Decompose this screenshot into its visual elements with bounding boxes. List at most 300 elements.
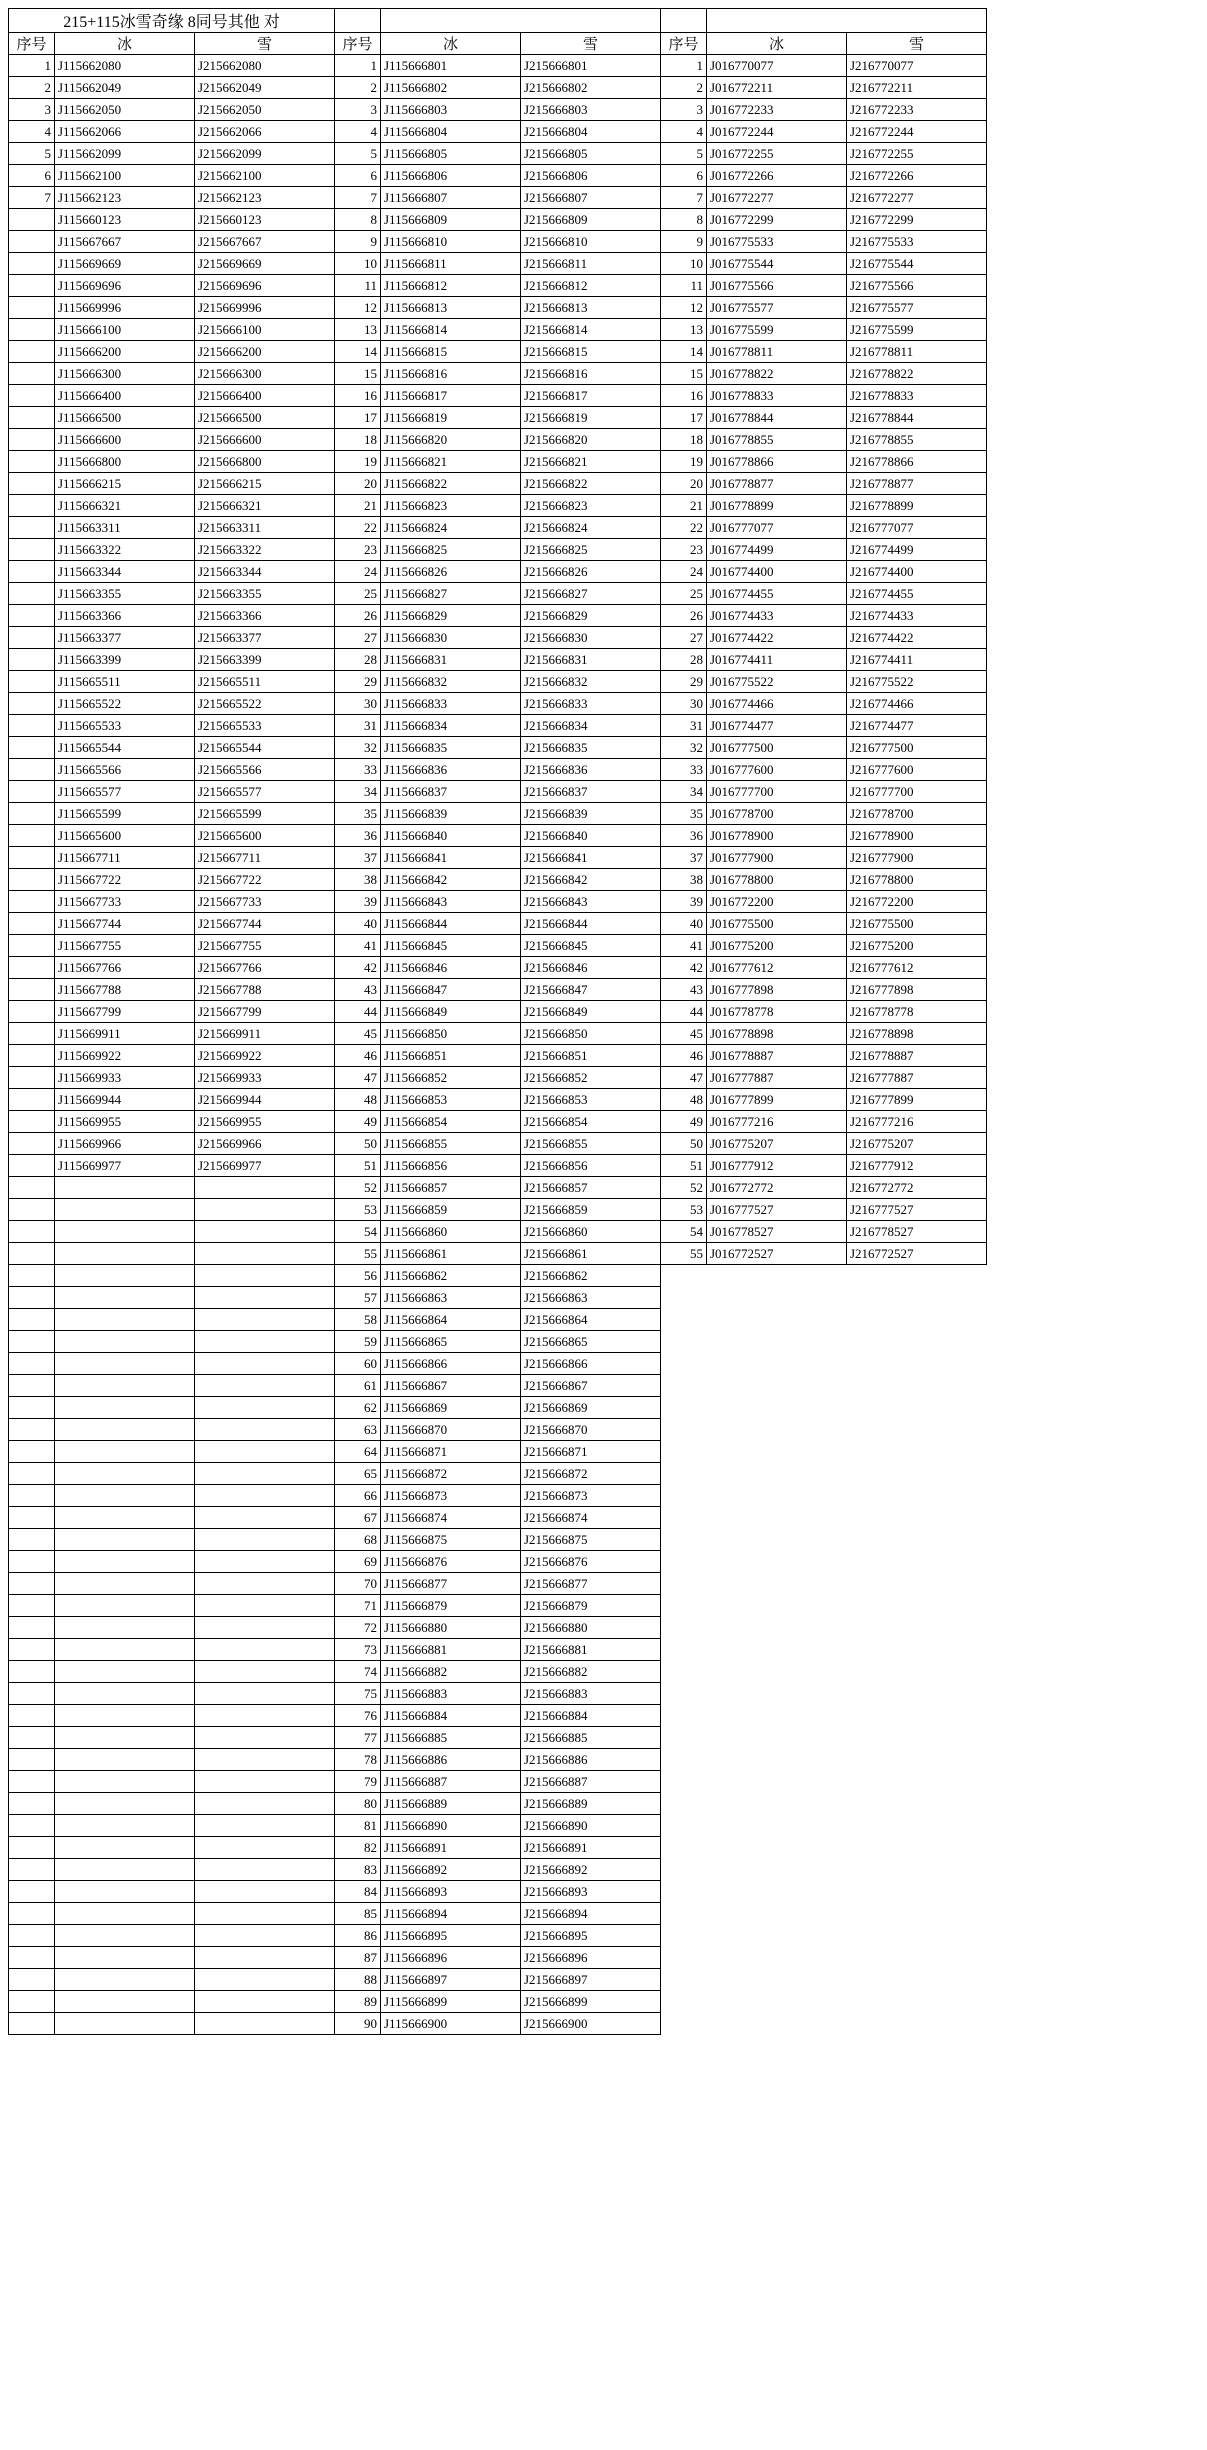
cell-snow[interactable]: J215665600 (195, 825, 335, 847)
cell-ice[interactable]: J115666894 (381, 1903, 521, 1925)
cell-snow[interactable]: J215666802 (521, 77, 661, 99)
cell-snow[interactable]: J215666813 (521, 297, 661, 319)
cell-snow[interactable] (195, 1881, 335, 1903)
cell-seq[interactable]: 35 (661, 803, 707, 825)
cell-seq[interactable]: 69 (335, 1551, 381, 1573)
cell-ice[interactable]: J115666899 (381, 1991, 521, 2013)
cell-snow[interactable] (195, 2013, 335, 2035)
cell-snow[interactable]: J215663344 (195, 561, 335, 583)
cell-seq[interactable]: 4 (661, 121, 707, 143)
cell-seq[interactable]: 34 (335, 781, 381, 803)
cell-seq[interactable] (9, 1683, 55, 1705)
cell-snow[interactable]: J216774433 (847, 605, 987, 627)
cell-snow[interactable] (195, 1837, 335, 1859)
cell-snow[interactable] (195, 1287, 335, 1309)
cell-seq[interactable] (9, 1815, 55, 1837)
cell-ice[interactable] (55, 1441, 195, 1463)
cell-snow[interactable]: J215669669 (195, 253, 335, 275)
cell-seq[interactable]: 1 (661, 55, 707, 77)
cell-ice[interactable]: J016774422 (707, 627, 847, 649)
cell-snow[interactable] (195, 1243, 335, 1265)
cell-ice[interactable]: J115666869 (381, 1397, 521, 1419)
cell-snow[interactable]: J216772277 (847, 187, 987, 209)
cell-ice[interactable]: J115665600 (55, 825, 195, 847)
cell-ice[interactable]: J115666849 (381, 1001, 521, 1023)
cell-snow[interactable]: J215665566 (195, 759, 335, 781)
cell-snow[interactable]: J215666850 (521, 1023, 661, 1045)
cell-ice[interactable]: J016775533 (707, 231, 847, 253)
cell-ice[interactable]: J115667755 (55, 935, 195, 957)
cell-seq[interactable] (9, 1617, 55, 1639)
cell-snow[interactable]: J216772244 (847, 121, 987, 143)
cell-seq[interactable] (9, 1969, 55, 1991)
cell-snow[interactable]: J216774422 (847, 627, 987, 649)
cell-seq[interactable]: 42 (335, 957, 381, 979)
cell-ice[interactable]: J115666834 (381, 715, 521, 737)
cell-snow[interactable]: J215669922 (195, 1045, 335, 1067)
cell-seq[interactable] (9, 407, 55, 429)
cell-ice[interactable]: J115665544 (55, 737, 195, 759)
cell-ice[interactable]: J016775500 (707, 913, 847, 935)
cell-ice[interactable]: J016777900 (707, 847, 847, 869)
cell-ice[interactable]: J115666875 (381, 1529, 521, 1551)
cell-seq[interactable]: 3 (9, 99, 55, 121)
cell-ice[interactable]: J115666854 (381, 1111, 521, 1133)
cell-seq[interactable]: 85 (335, 1903, 381, 1925)
cell-seq[interactable]: 75 (335, 1683, 381, 1705)
cell-snow[interactable]: J215666854 (521, 1111, 661, 1133)
cell-ice[interactable]: J115666801 (381, 55, 521, 77)
cell-ice[interactable]: J016775200 (707, 935, 847, 957)
cell-snow[interactable] (195, 1507, 335, 1529)
cell-seq[interactable] (9, 209, 55, 231)
cell-snow[interactable]: J215667744 (195, 913, 335, 935)
cell-ice[interactable]: J115666867 (381, 1375, 521, 1397)
cell-ice[interactable]: J115666859 (381, 1199, 521, 1221)
cell-snow[interactable]: J215666829 (521, 605, 661, 627)
cell-seq[interactable] (9, 1881, 55, 1903)
cell-seq[interactable] (9, 1111, 55, 1133)
cell-seq[interactable] (9, 231, 55, 253)
cell-seq[interactable]: 4 (335, 121, 381, 143)
cell-seq[interactable]: 5 (661, 143, 707, 165)
cell-snow[interactable]: J215662080 (195, 55, 335, 77)
cell-seq[interactable]: 31 (335, 715, 381, 737)
cell-ice[interactable]: J016778855 (707, 429, 847, 451)
cell-ice[interactable]: J115666814 (381, 319, 521, 341)
cell-seq[interactable]: 50 (661, 1133, 707, 1155)
cell-ice[interactable] (55, 1837, 195, 1859)
cell-snow[interactable]: J216778822 (847, 363, 987, 385)
cell-seq[interactable]: 29 (661, 671, 707, 693)
cell-snow[interactable]: J215662050 (195, 99, 335, 121)
cell-ice[interactable]: J115666804 (381, 121, 521, 143)
cell-seq[interactable] (9, 319, 55, 341)
cell-snow[interactable] (195, 1177, 335, 1199)
cell-seq[interactable] (9, 495, 55, 517)
cell-seq[interactable]: 18 (661, 429, 707, 451)
cell-ice[interactable]: J115663355 (55, 583, 195, 605)
cell-snow[interactable]: J215669977 (195, 1155, 335, 1177)
cell-snow[interactable]: J216777216 (847, 1111, 987, 1133)
cell-ice[interactable]: J016778822 (707, 363, 847, 385)
cell-seq[interactable] (9, 671, 55, 693)
cell-snow[interactable]: J215666855 (521, 1133, 661, 1155)
cell-ice[interactable]: J115666877 (381, 1573, 521, 1595)
cell-snow[interactable]: J215663366 (195, 605, 335, 627)
cell-seq[interactable]: 12 (661, 297, 707, 319)
cell-seq[interactable]: 22 (661, 517, 707, 539)
cell-seq[interactable]: 14 (661, 341, 707, 363)
cell-snow[interactable]: J215669955 (195, 1111, 335, 1133)
cell-ice[interactable]: J115666803 (381, 99, 521, 121)
cell-snow[interactable]: J216777887 (847, 1067, 987, 1089)
cell-snow[interactable]: J215666864 (521, 1309, 661, 1331)
cell-snow[interactable]: J215666837 (521, 781, 661, 803)
cell-snow[interactable]: J215666900 (521, 2013, 661, 2035)
cell-ice[interactable]: J115666829 (381, 605, 521, 627)
cell-seq[interactable]: 20 (661, 473, 707, 495)
cell-seq[interactable] (9, 1287, 55, 1309)
cell-seq[interactable] (9, 1155, 55, 1177)
cell-ice[interactable] (55, 1969, 195, 1991)
cell-snow[interactable]: J215666815 (521, 341, 661, 363)
cell-ice[interactable]: J115667744 (55, 913, 195, 935)
cell-seq[interactable]: 35 (335, 803, 381, 825)
cell-ice[interactable]: J115662050 (55, 99, 195, 121)
cell-snow[interactable]: J215666817 (521, 385, 661, 407)
cell-snow[interactable]: J215662123 (195, 187, 335, 209)
cell-snow[interactable]: J216772233 (847, 99, 987, 121)
cell-snow[interactable]: J215666856 (521, 1155, 661, 1177)
cell-snow[interactable]: J215665544 (195, 737, 335, 759)
cell-seq[interactable]: 38 (661, 869, 707, 891)
cell-snow[interactable] (195, 1551, 335, 1573)
cell-ice[interactable]: J115667733 (55, 891, 195, 913)
cell-seq[interactable]: 78 (335, 1749, 381, 1771)
cell-ice[interactable]: J115666812 (381, 275, 521, 297)
cell-snow[interactable]: J216777527 (847, 1199, 987, 1221)
cell-seq[interactable] (9, 1573, 55, 1595)
cell-seq[interactable] (9, 869, 55, 891)
cell-snow[interactable]: J215666861 (521, 1243, 661, 1265)
cell-snow[interactable]: J215666893 (521, 1881, 661, 1903)
cell-snow[interactable]: J215667766 (195, 957, 335, 979)
cell-ice[interactable]: J115666855 (381, 1133, 521, 1155)
cell-seq[interactable]: 2 (335, 77, 381, 99)
cell-ice[interactable] (55, 1551, 195, 1573)
cell-ice[interactable]: J115666887 (381, 1771, 521, 1793)
cell-ice[interactable]: J016775599 (707, 319, 847, 341)
cell-seq[interactable] (9, 1419, 55, 1441)
cell-snow[interactable] (195, 1991, 335, 2013)
cell-snow[interactable]: J215666824 (521, 517, 661, 539)
cell-snow[interactable]: J215666805 (521, 143, 661, 165)
cell-ice[interactable] (55, 1683, 195, 1705)
cell-seq[interactable]: 73 (335, 1639, 381, 1661)
cell-snow[interactable]: J215666863 (521, 1287, 661, 1309)
cell-ice[interactable]: J016772527 (707, 1243, 847, 1265)
cell-snow[interactable]: J216775577 (847, 297, 987, 319)
cell-ice[interactable]: J115666893 (381, 1881, 521, 1903)
cell-seq[interactable]: 54 (335, 1221, 381, 1243)
cell-ice[interactable] (55, 1199, 195, 1221)
cell-snow[interactable] (195, 1639, 335, 1661)
cell-ice[interactable]: J115663399 (55, 649, 195, 671)
cell-ice[interactable]: J115666845 (381, 935, 521, 957)
cell-seq[interactable]: 11 (335, 275, 381, 297)
cell-snow[interactable] (195, 1969, 335, 1991)
cell-seq[interactable]: 32 (335, 737, 381, 759)
cell-seq[interactable] (9, 1859, 55, 1881)
cell-ice[interactable]: J016772211 (707, 77, 847, 99)
cell-ice[interactable]: J115666806 (381, 165, 521, 187)
cell-seq[interactable]: 88 (335, 1969, 381, 1991)
cell-snow[interactable]: J215665522 (195, 693, 335, 715)
cell-ice[interactable]: J115666300 (55, 363, 195, 385)
cell-snow[interactable]: J215666886 (521, 1749, 661, 1771)
cell-seq[interactable]: 86 (335, 1925, 381, 1947)
cell-ice[interactable] (55, 1573, 195, 1595)
cell-ice[interactable]: J016778844 (707, 407, 847, 429)
cell-snow[interactable] (195, 1617, 335, 1639)
cell-seq[interactable]: 67 (335, 1507, 381, 1529)
cell-ice[interactable]: J115666862 (381, 1265, 521, 1287)
cell-ice[interactable] (55, 1309, 195, 1331)
cell-snow[interactable]: J215665577 (195, 781, 335, 803)
cell-seq[interactable] (9, 1089, 55, 1111)
cell-snow[interactable] (195, 1595, 335, 1617)
cell-ice[interactable]: J016772266 (707, 165, 847, 187)
cell-snow[interactable]: J215666841 (521, 847, 661, 869)
cell-seq[interactable] (9, 693, 55, 715)
cell-ice[interactable]: J115666871 (381, 1441, 521, 1463)
cell-seq[interactable]: 62 (335, 1397, 381, 1419)
cell-seq[interactable] (9, 1397, 55, 1419)
cell-snow[interactable]: J216778833 (847, 385, 987, 407)
cell-snow[interactable]: J215666849 (521, 1001, 661, 1023)
cell-snow[interactable]: J215666866 (521, 1353, 661, 1375)
cell-seq[interactable]: 3 (661, 99, 707, 121)
cell-snow[interactable]: J215666812 (521, 275, 661, 297)
cell-seq[interactable] (9, 847, 55, 869)
cell-seq[interactable] (9, 1991, 55, 2013)
cell-ice[interactable]: J115666863 (381, 1287, 521, 1309)
cell-ice[interactable] (55, 1903, 195, 1925)
cell-seq[interactable] (9, 1771, 55, 1793)
cell-snow[interactable] (195, 1661, 335, 1683)
cell-ice[interactable]: J115666839 (381, 803, 521, 825)
cell-snow[interactable]: J215666822 (521, 473, 661, 495)
cell-seq[interactable]: 36 (335, 825, 381, 847)
cell-ice[interactable]: J016777612 (707, 957, 847, 979)
cell-snow[interactable]: J215665511 (195, 671, 335, 693)
cell-snow[interactable]: J215666835 (521, 737, 661, 759)
cell-seq[interactable]: 5 (335, 143, 381, 165)
cell-seq[interactable]: 13 (661, 319, 707, 341)
cell-seq[interactable]: 31 (661, 715, 707, 737)
cell-ice[interactable]: J016775544 (707, 253, 847, 275)
cell-seq[interactable] (9, 1661, 55, 1683)
cell-ice[interactable]: J115666835 (381, 737, 521, 759)
cell-ice[interactable]: J115666850 (381, 1023, 521, 1045)
cell-ice[interactable]: J115666820 (381, 429, 521, 451)
cell-seq[interactable] (9, 649, 55, 671)
cell-seq[interactable]: 46 (661, 1045, 707, 1067)
cell-seq[interactable]: 42 (661, 957, 707, 979)
cell-snow[interactable]: J215666847 (521, 979, 661, 1001)
cell-seq[interactable] (9, 1023, 55, 1045)
cell-snow[interactable]: J216772211 (847, 77, 987, 99)
cell-seq[interactable]: 21 (661, 495, 707, 517)
cell-snow[interactable]: J216775200 (847, 935, 987, 957)
cell-seq[interactable] (9, 275, 55, 297)
cell-snow[interactable]: J215666832 (521, 671, 661, 693)
cell-seq[interactable] (9, 1793, 55, 1815)
cell-seq[interactable] (9, 1001, 55, 1023)
cell-ice[interactable]: J115666819 (381, 407, 521, 429)
cell-ice[interactable]: J115666805 (381, 143, 521, 165)
cell-ice[interactable] (55, 1419, 195, 1441)
cell-ice[interactable]: J016774400 (707, 561, 847, 583)
cell-seq[interactable]: 2 (9, 77, 55, 99)
cell-snow[interactable]: J216775544 (847, 253, 987, 275)
cell-seq[interactable]: 24 (335, 561, 381, 583)
cell-ice[interactable]: J115666802 (381, 77, 521, 99)
cell-seq[interactable]: 52 (661, 1177, 707, 1199)
cell-ice[interactable]: J016772772 (707, 1177, 847, 1199)
cell-seq[interactable] (9, 1507, 55, 1529)
cell-ice[interactable]: J016778866 (707, 451, 847, 473)
cell-seq[interactable] (9, 385, 55, 407)
cell-snow[interactable]: J216772527 (847, 1243, 987, 1265)
cell-seq[interactable]: 28 (661, 649, 707, 671)
cell-seq[interactable] (9, 1133, 55, 1155)
cell-seq[interactable] (9, 341, 55, 363)
cell-ice[interactable]: J115666816 (381, 363, 521, 385)
cell-ice[interactable]: J115666892 (381, 1859, 521, 1881)
cell-snow[interactable]: J215666215 (195, 473, 335, 495)
cell-seq[interactable]: 50 (335, 1133, 381, 1155)
cell-snow[interactable]: J215666810 (521, 231, 661, 253)
cell-seq[interactable]: 22 (335, 517, 381, 539)
cell-seq[interactable] (9, 715, 55, 737)
cell-snow[interactable]: J216775599 (847, 319, 987, 341)
cell-seq[interactable] (9, 605, 55, 627)
cell-snow[interactable]: J216777600 (847, 759, 987, 781)
cell-ice[interactable]: J115666864 (381, 1309, 521, 1331)
cell-snow[interactable]: J215667799 (195, 1001, 335, 1023)
cell-seq[interactable]: 7 (335, 187, 381, 209)
cell-seq[interactable]: 68 (335, 1529, 381, 1551)
cell-snow[interactable]: J215666801 (521, 55, 661, 77)
cell-snow[interactable]: J215666871 (521, 1441, 661, 1463)
cell-snow[interactable]: J215666809 (521, 209, 661, 231)
cell-ice[interactable]: J115666874 (381, 1507, 521, 1529)
cell-snow[interactable]: J216774411 (847, 649, 987, 671)
cell-seq[interactable] (9, 297, 55, 319)
cell-ice[interactable]: J115662049 (55, 77, 195, 99)
cell-ice[interactable]: J115666872 (381, 1463, 521, 1485)
cell-ice[interactable] (55, 1177, 195, 1199)
cell-snow[interactable]: J215666843 (521, 891, 661, 913)
cell-seq[interactable]: 58 (335, 1309, 381, 1331)
cell-snow[interactable]: J215666860 (521, 1221, 661, 1243)
cell-seq[interactable]: 27 (335, 627, 381, 649)
cell-snow[interactable]: J215666865 (521, 1331, 661, 1353)
cell-snow[interactable]: J216774455 (847, 583, 987, 605)
cell-seq[interactable]: 8 (335, 209, 381, 231)
cell-ice[interactable]: J115669996 (55, 297, 195, 319)
cell-ice[interactable] (55, 1749, 195, 1771)
cell-snow[interactable]: J215663355 (195, 583, 335, 605)
cell-ice[interactable] (55, 1859, 195, 1881)
cell-seq[interactable] (9, 1903, 55, 1925)
cell-ice[interactable]: J016777887 (707, 1067, 847, 1089)
cell-seq[interactable] (9, 451, 55, 473)
cell-ice[interactable]: J115666857 (381, 1177, 521, 1199)
cell-seq[interactable]: 46 (335, 1045, 381, 1067)
cell-seq[interactable]: 38 (335, 869, 381, 891)
cell-seq[interactable] (9, 1727, 55, 1749)
cell-snow[interactable]: J216770077 (847, 55, 987, 77)
cell-ice[interactable] (55, 1265, 195, 1287)
cell-seq[interactable]: 48 (661, 1089, 707, 1111)
cell-snow[interactable]: J215666834 (521, 715, 661, 737)
cell-seq[interactable]: 6 (661, 165, 707, 187)
cell-ice[interactable]: J115666800 (55, 451, 195, 473)
cell-snow[interactable]: J215666833 (521, 693, 661, 715)
cell-ice[interactable]: J115666833 (381, 693, 521, 715)
cell-ice[interactable]: J115666842 (381, 869, 521, 891)
cell-ice[interactable]: J016778900 (707, 825, 847, 847)
cell-seq[interactable]: 4 (9, 121, 55, 143)
cell-ice[interactable]: J115666886 (381, 1749, 521, 1771)
cell-snow[interactable]: J215666840 (521, 825, 661, 847)
cell-seq[interactable] (9, 2013, 55, 2035)
cell-ice[interactable]: J115669966 (55, 1133, 195, 1155)
cell-ice[interactable]: J115666321 (55, 495, 195, 517)
cell-snow[interactable]: J215667722 (195, 869, 335, 891)
cell-snow[interactable]: J215666851 (521, 1045, 661, 1067)
cell-snow[interactable]: J216778844 (847, 407, 987, 429)
cell-seq[interactable]: 51 (661, 1155, 707, 1177)
cell-seq[interactable]: 29 (335, 671, 381, 693)
cell-snow[interactable]: J215665533 (195, 715, 335, 737)
cell-seq[interactable]: 16 (661, 385, 707, 407)
cell-snow[interactable]: J215666874 (521, 1507, 661, 1529)
cell-ice[interactable]: J115669911 (55, 1023, 195, 1045)
cell-ice[interactable]: J115666836 (381, 759, 521, 781)
cell-seq[interactable]: 28 (335, 649, 381, 671)
cell-ice[interactable]: J016777899 (707, 1089, 847, 1111)
cell-seq[interactable]: 72 (335, 1617, 381, 1639)
cell-seq[interactable]: 13 (335, 319, 381, 341)
cell-seq[interactable]: 12 (335, 297, 381, 319)
cell-ice[interactable]: J115666896 (381, 1947, 521, 1969)
cell-ice[interactable]: J115666883 (381, 1683, 521, 1705)
cell-seq[interactable] (9, 583, 55, 605)
cell-snow[interactable] (195, 1529, 335, 1551)
cell-ice[interactable] (55, 1617, 195, 1639)
cell-seq[interactable] (9, 1331, 55, 1353)
cell-ice[interactable]: J016772233 (707, 99, 847, 121)
cell-ice[interactable]: J115663311 (55, 517, 195, 539)
cell-seq[interactable]: 44 (661, 1001, 707, 1023)
cell-snow[interactable]: J215666811 (521, 253, 661, 275)
cell-ice[interactable]: J115667667 (55, 231, 195, 253)
cell-ice[interactable]: J115665522 (55, 693, 195, 715)
